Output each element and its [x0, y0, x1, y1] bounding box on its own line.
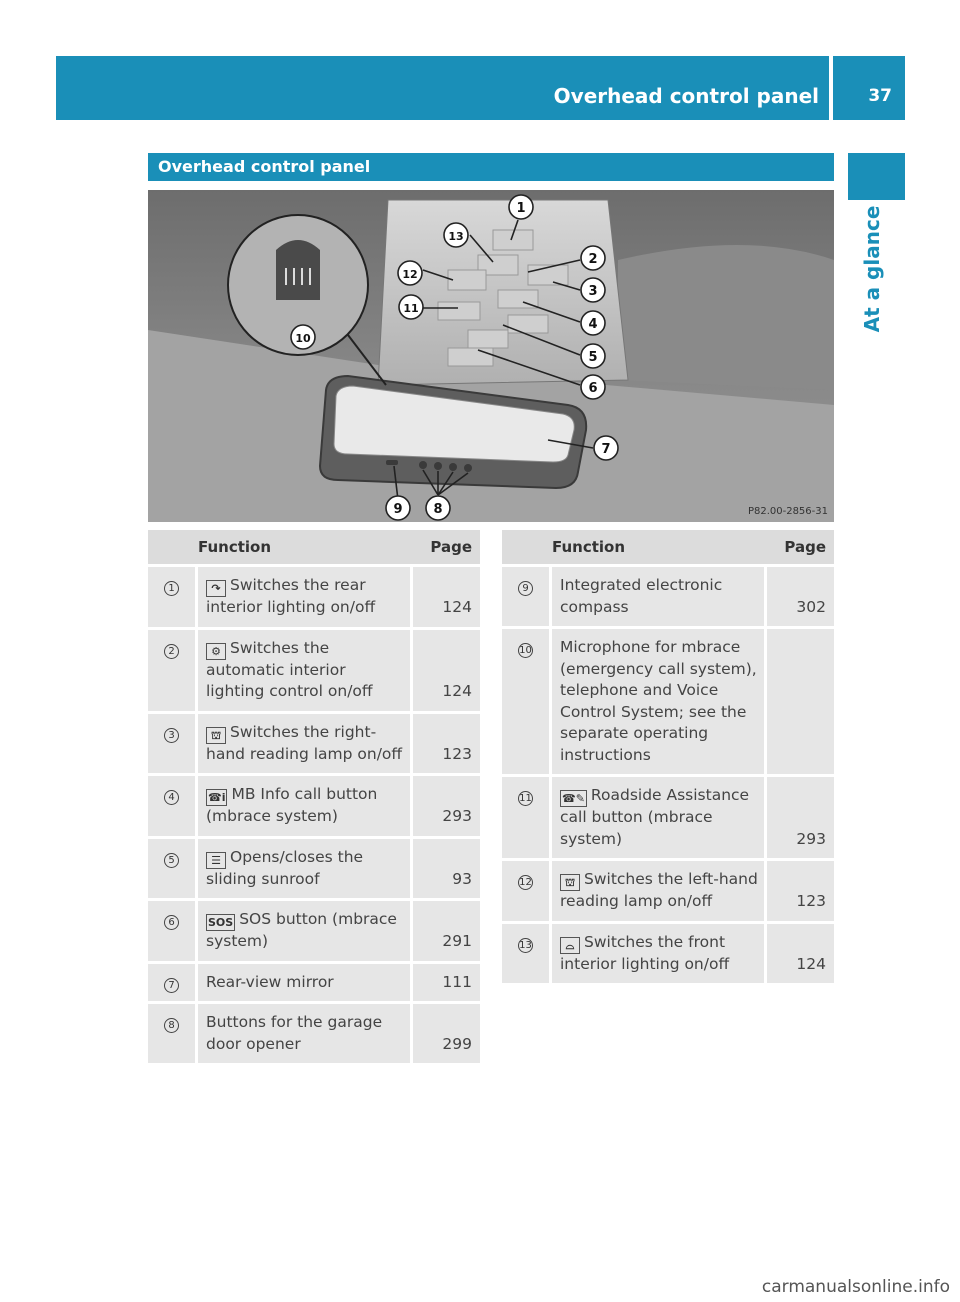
function-description: SOS button (mbrace system): [206, 910, 397, 950]
callout-2: 2: [588, 252, 598, 267]
panel-illustration: [148, 190, 834, 522]
table-row: [148, 964, 480, 1005]
item-number: 7: [164, 978, 179, 993]
roadside-icon: ☎✎: [562, 792, 585, 805]
item-number: 9: [518, 581, 533, 596]
function-description: Switches the front interior lighting on/off: [560, 932, 730, 973]
table-row: [502, 924, 834, 987]
item-number: 11: [519, 793, 532, 804]
page-reference: [764, 629, 834, 777]
function-description: Switches the left-hand reading lamp on/off: [560, 870, 758, 910]
table-row: [148, 714, 480, 777]
num-header: [148, 530, 198, 567]
callout-7: 7: [601, 442, 611, 457]
watermark: carmanualsonline.info: [761, 1277, 950, 1297]
header-bar: [56, 56, 905, 120]
item-number: 4: [164, 790, 179, 805]
table-row: [502, 861, 834, 924]
callout-3: 3: [588, 284, 598, 299]
auto-light-icon: ⚙: [206, 643, 226, 660]
item-number: 10: [519, 645, 532, 656]
function-table-right: [502, 530, 834, 986]
table-row: [148, 776, 480, 839]
page-reference: 123: [410, 714, 480, 777]
reading-lamp-icon: ⛫: [560, 874, 580, 891]
rear-light-icon: ↷: [206, 580, 226, 597]
callout-9: 9: [393, 502, 403, 517]
callout-6: 6: [588, 381, 598, 396]
page-reference: 124: [764, 924, 834, 987]
side-tab: [848, 153, 905, 200]
function-description: Switches the rear interior lighting on/off: [206, 576, 376, 616]
sos-icon: SOS: [208, 916, 234, 929]
header-divider: [829, 56, 833, 120]
table-row: [148, 839, 480, 902]
item-number: 12: [519, 877, 532, 888]
callout-8: 8: [433, 502, 443, 517]
page-reference: 291: [410, 901, 480, 964]
callout-12: 12: [402, 268, 418, 281]
page-reference: 111: [410, 964, 480, 1005]
function-header: Function: [552, 530, 764, 567]
page-reference: 302: [764, 567, 834, 629]
table-row: [502, 629, 834, 777]
page-reference: 124: [410, 630, 480, 714]
item-number: 2: [164, 644, 179, 659]
section-heading: Overhead control panel: [148, 153, 834, 181]
function-description: Switches the right-hand reading lamp on/off: [206, 722, 403, 763]
figure-code: P82.00-2856-31: [747, 506, 828, 517]
overhead-panel-figure: [148, 190, 834, 522]
page-reference: 293: [410, 776, 480, 839]
table-row: [148, 901, 480, 964]
function-description: Switches the automatic interior lighting control on/off: [206, 638, 373, 700]
callout-13: 13: [448, 230, 464, 243]
num-header: [502, 530, 552, 567]
info-call-icon: ☎i: [208, 791, 226, 804]
page-reference: 293: [764, 777, 834, 861]
reading-lamp-icon: ⛫: [206, 727, 226, 744]
function-description: Opens/closes the sliding sunroof: [206, 847, 364, 888]
function-description: MB Info call button (mbrace system): [206, 785, 378, 825]
table-row: [502, 777, 834, 861]
page-header: Page: [410, 530, 480, 567]
side-tab-label: At a glance: [860, 205, 884, 333]
table-row: [148, 1004, 480, 1066]
callout-10: 10: [295, 332, 311, 345]
table-row: [148, 630, 480, 714]
function-header: Function: [198, 530, 410, 567]
running-title: Overhead control panel: [553, 84, 819, 108]
item-number: 8: [164, 1018, 179, 1033]
callout-5: 5: [588, 350, 598, 365]
page-reference: 299: [410, 1004, 480, 1066]
page-header: Page: [764, 530, 834, 567]
callout-11: 11: [403, 302, 419, 315]
sunroof-icon: ☰: [206, 852, 226, 869]
function-table-left: [148, 530, 480, 1066]
page-number: 37: [868, 86, 892, 106]
item-number: 1: [164, 581, 179, 596]
callout-1: 1: [516, 201, 526, 216]
item-number: 6: [164, 915, 179, 930]
page-reference: 124: [410, 567, 480, 630]
item-number: 13: [519, 939, 532, 951]
item-number: 3: [164, 728, 179, 743]
table-row: [502, 567, 834, 629]
callout-4: 4: [588, 317, 598, 332]
page-reference: 93: [410, 839, 480, 902]
function-description: Buttons for the garage door opener: [206, 1013, 383, 1053]
front-light-icon: ⌓: [560, 937, 580, 954]
function-description: Rear-view mirror: [206, 972, 334, 991]
item-number: 5: [164, 853, 179, 868]
page-reference: 123: [764, 861, 834, 924]
function-description: Microphone for mbrace (emergency call system), telephone and Voice Control System; see the separate operating instructions: [560, 638, 757, 764]
function-description: Roadside Assistance call button (mbrace system): [560, 786, 750, 848]
table-row: [148, 567, 480, 630]
function-description: Integrated electronic compass: [560, 576, 723, 616]
